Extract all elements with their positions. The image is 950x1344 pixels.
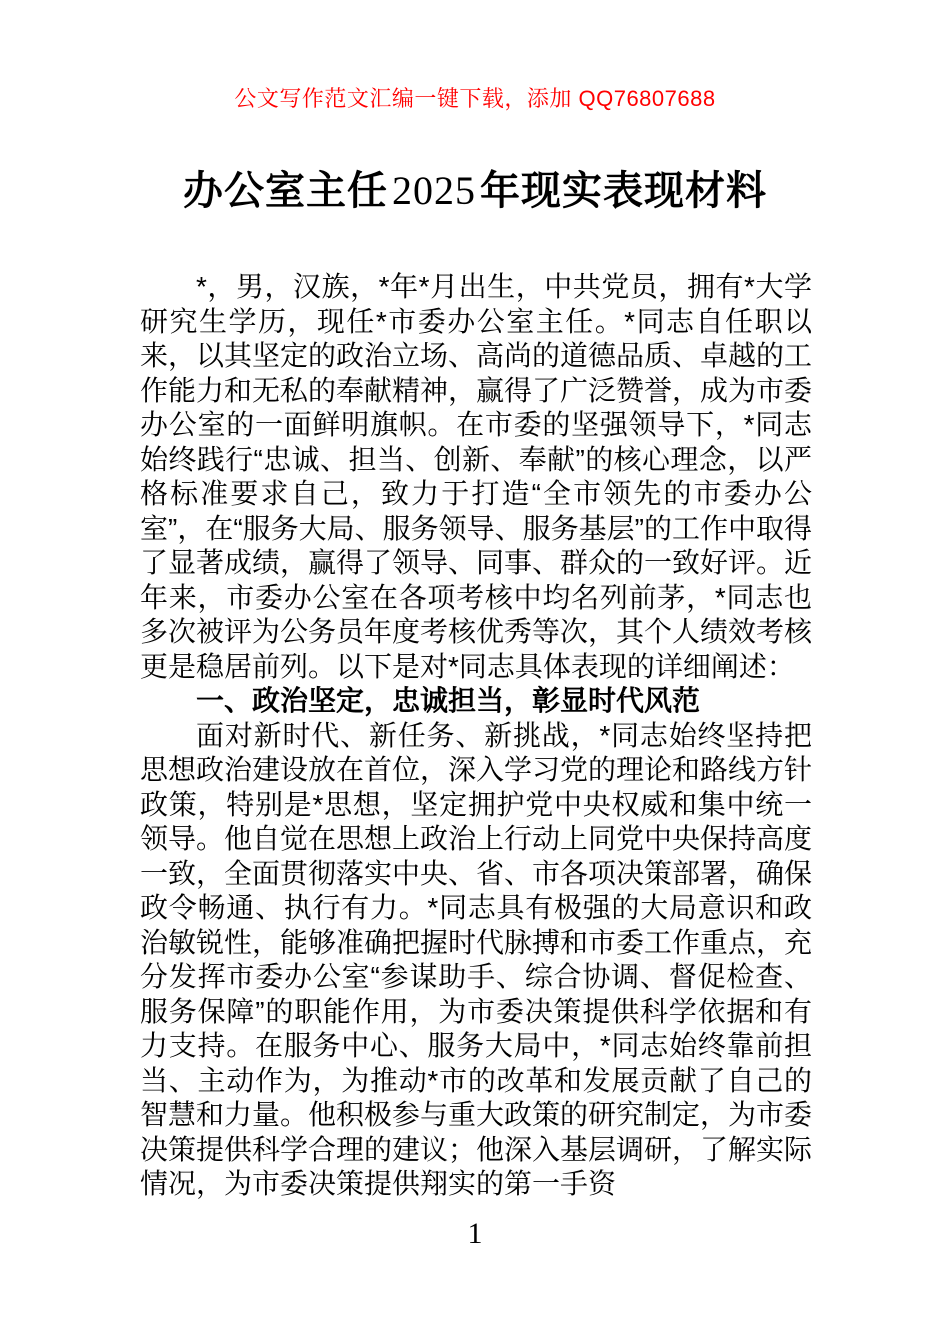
- document-body: [140, 270, 812, 1202]
- section-heading: 一、政治坚定，忠诚担当，彰显时代风范: [196, 685, 701, 716]
- document-title: [0, 166, 950, 216]
- page-number: 1: [467, 1216, 483, 1250]
- title-prefix: 办公室主任: [183, 169, 388, 213]
- paragraph-section-1: 面对新时代、新任务、新挑战，*同志始终坚持把思想政治建设放在首位，深入学习党的理论和路线方针政策，特别是*思想，坚定拥护党中央权威和集中统一领导。他自觉在思想上政治上行动上同党中央保持高度一致，全面贯彻落实中央、省、市各项决策部署，确保政令畅通、执行有力。*同志具有极强的大局意识和政治敏锐性，能够准确把握时代脉搏和市委工作重点，充分发挥市委办公室“参谋助手、综合协调、督促检查、服务保障”的职能作用，为市委决策提供科学依据和有力支持。在服务中心、服务大局中，*同志始终靠前担当、主动作为，为推动*市的改革和发展贡献了自己的智慧和力量。他积极参与重大政策的研究制定，为市委决策提供科学合理的建议；他深入基层调研，了解实际情况，为市委决策提供翔实的第一手资: [140, 719, 813, 1199]
- title-year: 2025: [392, 168, 476, 213]
- header-notice: 公文写作范文汇编一键下载，添加 QQ76807688: [234, 86, 716, 111]
- paragraph-intro: *，男，汉族，*年*月出生，中共党员，拥有*大学研究生学历，现任*市委办公室主任。*同志自任职以来，以其坚定的政治立场、高尚的道德品质、卓越的工作能力和无私的奉献精神，赢得了广泛赞誉，成为市委办公室的一面鲜明旗帜。在市委的坚强领导下，*同志始终践行“忠诚、担当、创新、奉献”的核心理念，以严格标准要求自己，致力于打造“全市领先的市委办公室”，在“服务大局、服务领导、服务基层”的工作中取得了显著成绩，赢得了领导、同事、群众的一致好评。近年来，市委办公室在各项考核中均名列前茅，*同志也多次被评为公务员年度考核优秀等次，其个人绩效考核更是稳居前列。以下是对*同志具体表现的详细阐述：: [140, 271, 813, 682]
- title-suffix: 年现实表现材料: [480, 169, 767, 213]
